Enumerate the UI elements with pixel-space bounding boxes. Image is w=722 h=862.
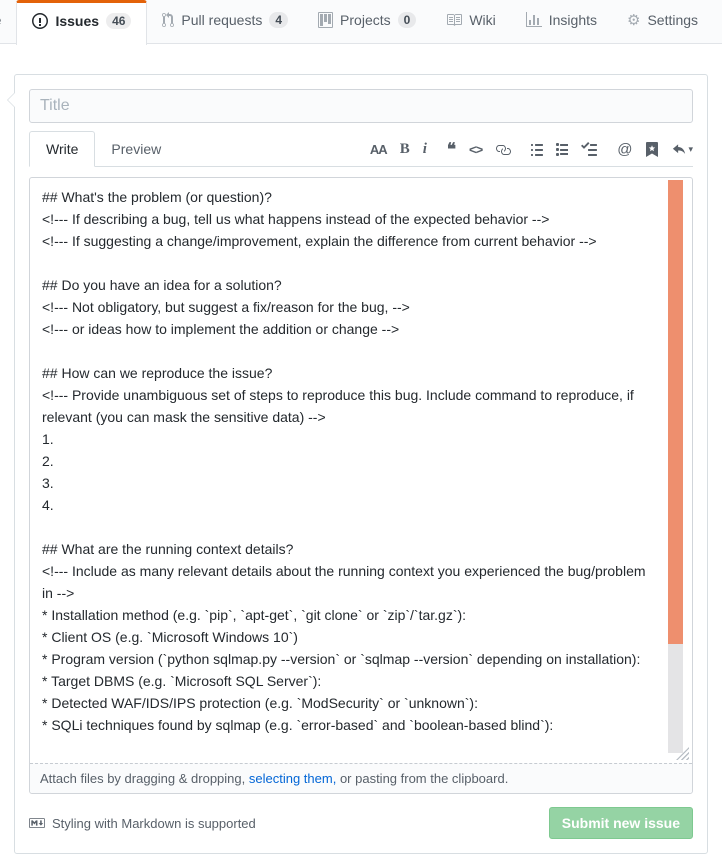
tab-label: Issues bbox=[55, 13, 100, 29]
repo-tab-issues[interactable] bbox=[16, 0, 147, 45]
repo-tab-insights[interactable] bbox=[511, 0, 612, 40]
markdown-icon bbox=[29, 816, 45, 831]
repo-tab-code[interactable] bbox=[0, 0, 16, 40]
scrollbar-thumb[interactable] bbox=[668, 180, 683, 644]
new-issue-form bbox=[14, 74, 708, 854]
link-icon[interactable] bbox=[495, 142, 511, 158]
scrollbar-track[interactable] bbox=[668, 180, 683, 753]
attach-files-bar bbox=[30, 763, 692, 793]
unordered-list-icon[interactable] bbox=[531, 142, 543, 158]
tab-label: Wiki bbox=[469, 12, 496, 28]
markdown-supported-note bbox=[29, 816, 256, 831]
code-icon[interactable]: <> bbox=[469, 142, 483, 157]
repo-nav bbox=[0, 0, 722, 44]
tab-preview[interactable]: Preview bbox=[111, 141, 162, 157]
repo-tab-settings[interactable] bbox=[612, 0, 713, 40]
gear-icon: ⚙ bbox=[627, 11, 641, 29]
italic-icon[interactable]: i bbox=[422, 141, 427, 157]
tab-counter: 4 bbox=[269, 12, 288, 28]
tab-counter: 46 bbox=[106, 13, 131, 29]
issue-title-input[interactable] bbox=[29, 89, 693, 123]
graph-icon bbox=[526, 12, 542, 28]
markdown-toolbar bbox=[350, 141, 693, 166]
text-size-icon[interactable]: AA bbox=[369, 142, 387, 157]
selecting-them-link[interactable]: selecting them, bbox=[248, 771, 337, 786]
tab-label: Insights bbox=[548, 12, 597, 28]
bold-icon[interactable]: B bbox=[399, 141, 410, 157]
issue-body-textarea[interactable] bbox=[30, 178, 692, 763]
submit-new-issue-button[interactable]: Submit new issue bbox=[549, 807, 693, 839]
attach-text-prefix: Attach files by dragging & dropping, bbox=[40, 771, 246, 786]
editor-tabnav bbox=[29, 131, 693, 167]
tab-counter: 0 bbox=[398, 12, 417, 28]
issue-opened-icon bbox=[32, 13, 48, 29]
ordered-list-icon[interactable] bbox=[556, 142, 568, 158]
markdown-note-text: Styling with Markdown is supported bbox=[52, 815, 256, 831]
task-list-icon[interactable] bbox=[581, 142, 597, 158]
tab-label bbox=[0, 12, 1, 28]
quote-icon[interactable]: ❝ bbox=[446, 140, 457, 159]
tab-write[interactable]: Write bbox=[29, 131, 95, 167]
repo-tab-pull-requests[interactable] bbox=[147, 0, 303, 40]
book-icon bbox=[446, 12, 462, 28]
comment-box-caret bbox=[7, 92, 15, 108]
repo-tab-wiki[interactable] bbox=[431, 0, 510, 40]
saved-replies-icon[interactable] bbox=[645, 142, 659, 158]
comment-drop-zone bbox=[29, 177, 693, 794]
project-board-icon bbox=[318, 12, 333, 28]
caret-down-icon: ▾ bbox=[688, 144, 693, 154]
tab-label: Settings bbox=[647, 12, 699, 28]
reply-icon[interactable] bbox=[672, 143, 693, 157]
repo-tab-projects[interactable] bbox=[303, 0, 431, 40]
tab-label: Projects bbox=[340, 12, 391, 28]
tab-label: Pull requests bbox=[181, 12, 263, 28]
mention-icon[interactable]: @ bbox=[617, 141, 633, 158]
attach-text-suffix: or pasting from the clipboard. bbox=[339, 771, 509, 786]
git-pull-request-icon bbox=[162, 12, 174, 28]
